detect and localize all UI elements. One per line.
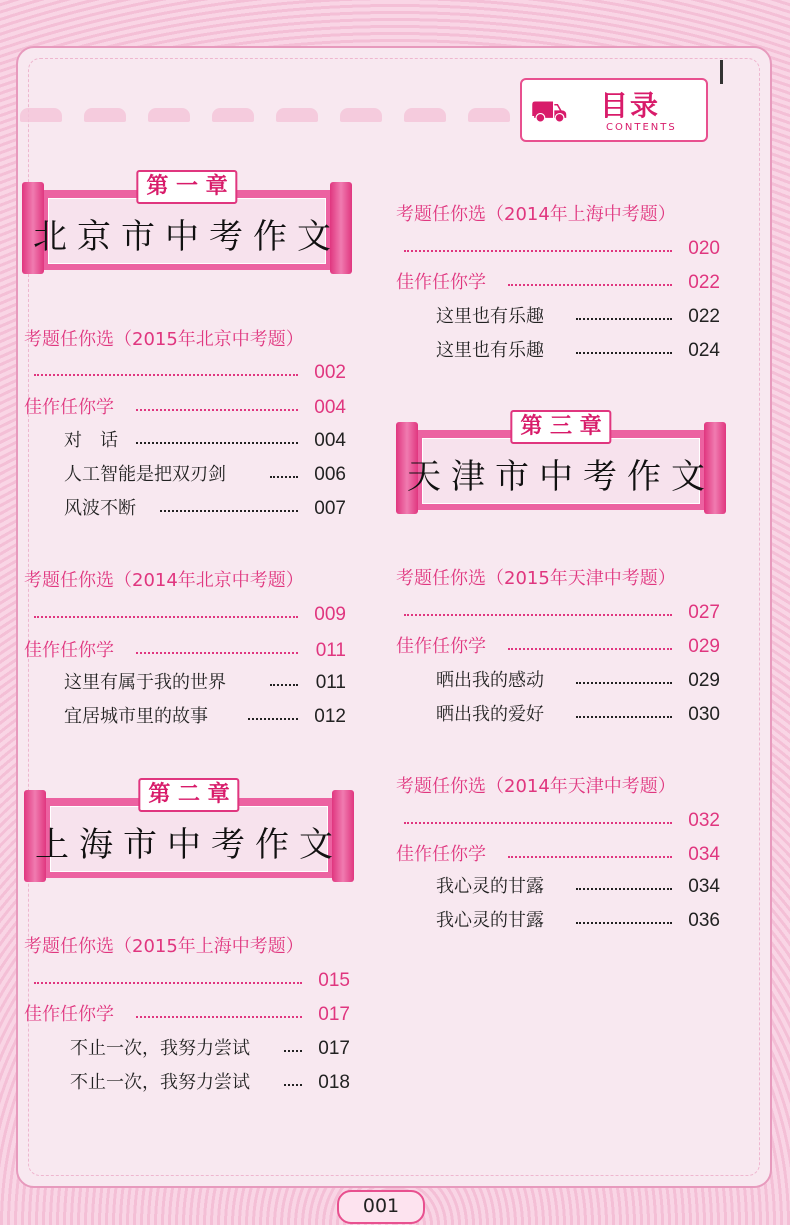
toc-section-page-line[interactable]: 002 [34,358,346,388]
chapter-banner-2 [24,780,354,890]
toc-section-page-line[interactable]: 027 [404,598,720,628]
chapter-banner-1 [22,172,352,282]
toc-item[interactable]: 不止一次，我努力尝试 018 [70,1068,350,1098]
toc-item[interactable]: 这里有属于我的世界 011 [64,668,346,698]
toc-item[interactable]: 晒出我的爱好 030 [436,700,720,730]
toc-item[interactable]: 人工智能是把双刃剑 006 [64,460,346,490]
chapter-label: 第 三 章 [510,410,611,444]
toc-item[interactable]: 这里也有乐趣 024 [436,336,720,366]
contents-badge [520,78,708,142]
toc-item[interactable]: 我心灵的甘露 034 [436,872,720,902]
chapter-banner-3 [396,412,726,522]
toc-section-heading[interactable]: 考题任你选（2015年北京中考题） [24,329,304,350]
toc-section-page-line[interactable]: 032 [404,806,720,836]
toc-item[interactable]: 宜居城市里的故事 012 [64,702,346,732]
toc-good-essays[interactable]: 佳作任你学 011 [24,636,346,666]
page-number: 001 [337,1190,425,1224]
toc-section-heading[interactable]: 考题任你选（2014年北京中考题） [24,570,304,591]
toc-good-essays[interactable]: 佳作任你学 022 [396,268,720,298]
chapter-label: 第 一 章 [136,170,237,204]
toc-item[interactable]: 风波不断 007 [64,494,346,524]
toc-item[interactable]: 这里也有乐趣 022 [436,302,720,332]
decorative-carriage-row [20,108,510,134]
chapter-label: 第 二 章 [138,778,239,812]
toc-section-page-line[interactable]: 009 [34,600,346,630]
contents-subtitle: CONTENTS [606,122,677,133]
toc-good-essays[interactable]: 佳作任你学 017 [24,1000,350,1030]
chapter-title: 天津市中考作文 [407,457,715,497]
toc-good-essays[interactable]: 佳作任你学 034 [396,840,720,870]
contents-title: 目录 [600,89,661,122]
toc-item[interactable]: 不止一次，我努力尝试 017 [70,1034,350,1064]
toc-section-heading[interactable]: 考题任你选（2014年上海中考题） [396,204,676,225]
edge-mark [720,60,723,84]
toc-good-essays[interactable]: 佳作任你学 004 [24,393,346,423]
toc-section-heading[interactable]: 考题任你选（2014年天津中考题） [396,776,676,797]
toc-item[interactable]: 我心灵的甘露 036 [436,906,720,936]
carriage-icon: ⛟ [530,94,568,129]
toc-section-page-line[interactable]: 015 [34,966,350,996]
toc-section-heading[interactable]: 考题任你选（2015年天津中考题） [396,568,676,589]
chapter-title: 北京市中考作文 [33,217,341,257]
toc-section-heading[interactable]: 考题任你选（2015年上海中考题） [24,936,304,957]
toc-section-page-line[interactable]: 020 [404,234,720,264]
toc-item[interactable]: 晒出我的感动 029 [436,666,720,696]
toc-good-essays[interactable]: 佳作任你学 029 [396,632,720,662]
toc-item[interactable]: 对 话 004 [64,426,346,456]
chapter-title: 上海市中考作文 [35,825,343,865]
